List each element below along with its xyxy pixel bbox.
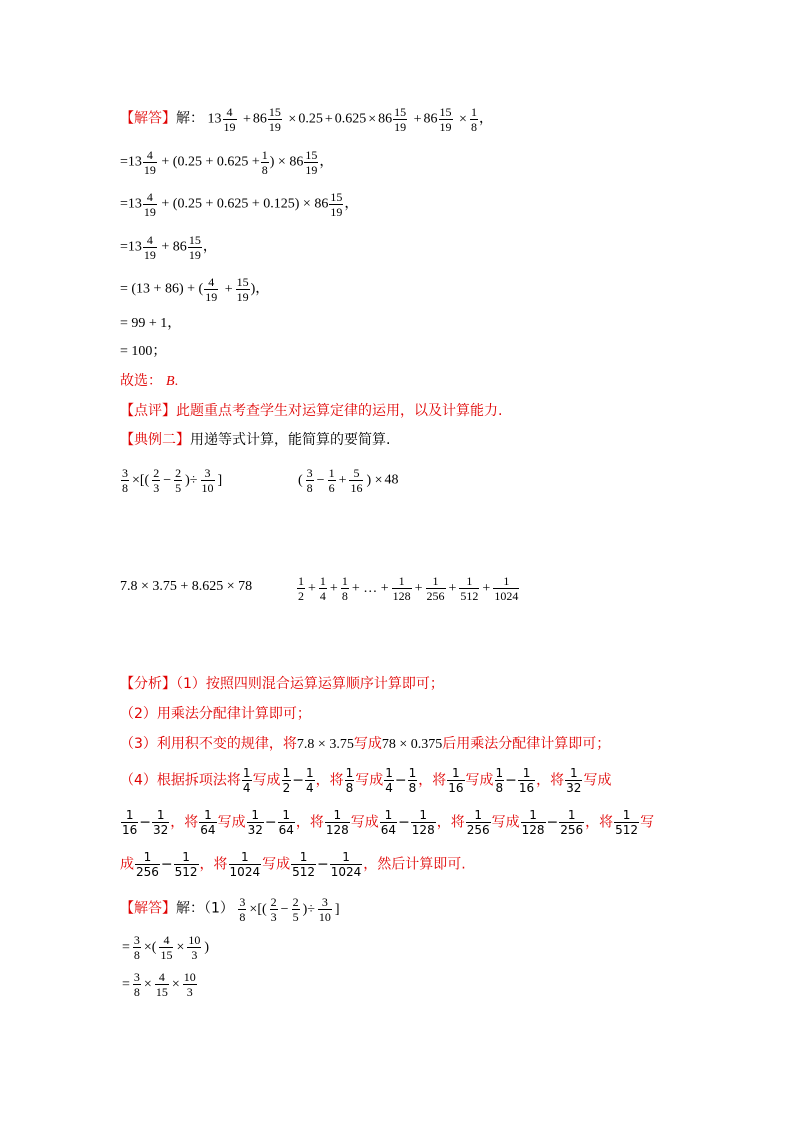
solution-intro: 解：	[176, 110, 204, 127]
fraction: $\frac{3}{8}$	[122, 466, 128, 495]
fraction: $\frac{4}{19}$	[143, 148, 156, 177]
fraction: $\frac{4}{19}$	[143, 233, 156, 262]
solution2-line-1: 【解答】解：（1） $\frac{3}{8}$ ×[( $\frac{2}{3}$ − $\frac{2}{5}$ )÷ $\frac{3}{10}$ ]	[120, 895, 340, 924]
analysis-label: 【分析】	[120, 676, 176, 692]
solution-line-2: =13 $\frac{4}{19}$ + (0.25 + 0.625 + $\frac{1}{8}$ ) × 86 $\frac{15}{19}$ ，	[120, 148, 334, 177]
fraction: $\frac{4}{19}$	[205, 275, 218, 304]
fraction: $\frac{15}{19}$	[330, 190, 343, 219]
fraction: $\frac{15}{19}$	[305, 148, 318, 177]
solution-line-4: =13 $\frac{4}{19}$ + 86 $\frac{15}{19}$ ，	[120, 233, 217, 262]
fraction: $\frac{1}{8}$	[261, 148, 268, 177]
comment-label: 【点评】	[120, 403, 176, 419]
problem-2: ( $\frac{3}{8}$ − $\frac{1}{6}$ + $\frac{5}{16}$ ) × 48	[298, 466, 399, 495]
problem-3: 7.8 × 3.75 + 8.625 × 78	[120, 579, 253, 594]
problem-4: $\frac{1}{2}$ + $\frac{1}{4}$ + $\frac{1}{8}$ + … + $\frac{1}{128}$ + $\frac{1}{256}$ + $\frac{1}{512}$ + $\frac{1}{1024}$	[298, 574, 519, 603]
solution-line-3: =13 $\frac{4}{19}$ + (0.25 + 0.625 + 0.125) × 86 $\frac{15}{19}$ ，	[120, 190, 359, 219]
comment-text: 此题重点考查学生对运算定律的运用，以及计算能力.	[176, 403, 503, 419]
solution-line-1: 【解答】解： 13 $\frac{4}{19}$ + 86 $\frac{15}{19}$ × 0.25 + 0.625 × 86 $\frac{15}{19}$ + 86 $\frac{15}{19}$ × $\frac{1}{8}$ ，	[120, 105, 493, 134]
example-text: 用递等式计算，能简算的要简算.	[190, 432, 391, 448]
answer-line: 故选： B.	[120, 373, 179, 389]
analysis-line-6: 成 $\frac{1}{256}$ − $\frac{1}{512}$ ，将 $\frac{1}{1024}$ 写成 $\frac{1}{512}$ − $\frac{1}{1024}$ ，然后计算即可.	[120, 850, 466, 879]
fraction: $\frac{4}{19}$	[223, 105, 236, 134]
solution2-line-3: = $\frac{3}{8}$ × $\frac{4}{15}$ × $\frac{10}{3}$	[122, 970, 196, 999]
solution-label: 【解答】	[120, 110, 176, 127]
solution-line-6: = 99 + 1，	[120, 315, 182, 331]
problem-1: $\frac{3}{8}$ ×[( $\frac{2}{3}$ − $\frac{2}{5}$ )÷ $\frac{3}{10}$ ]	[122, 466, 223, 495]
example-label: 【典例二】	[120, 432, 190, 448]
example-heading	[120, 430, 390, 451]
fraction: $\frac{15}{19}$	[188, 233, 201, 262]
solution-line-7: = 100；	[120, 343, 167, 359]
fraction: $\frac{15}{19}$	[439, 105, 452, 134]
solution-line-5: = (13 + 86) + ( $\frac{4}{19}$ + $\frac{15}{19}$ )，	[120, 275, 270, 304]
analysis-line-5: $\frac{1}{16}$ − $\frac{1}{32}$ ，将 $\frac{1}{64}$ 写成 $\frac{1}{32}$ − $\frac{1}{64}$ ，将 $\frac{1}{128}$ 写成 $\frac{1}{64}$ − $\frac{1}{128}$ ，将 $\frac{1}{256}$ 写成 $\frac{1}{128}$ − $\frac{1}{256}$ ，将 $\frac{1}{512}$ 写	[122, 808, 655, 837]
fraction: $\frac{4}{19}$	[143, 190, 156, 219]
fraction: $\frac{15}{19}$	[268, 105, 281, 134]
fraction: $\frac{15}{19}$	[394, 105, 407, 134]
solution2-label: 【解答】	[120, 900, 176, 917]
solution2-line-2: = $\frac{3}{8}$ ×( $\frac{4}{15}$ × $\frac{10}{3}$ )	[122, 933, 210, 962]
analysis-line-2: （2）用乘法分配律计算即可；	[120, 706, 311, 722]
comment-line	[120, 401, 502, 422]
analysis-line-3: （3）利用积不变的规律，将7.8 × 3.75写成78 × 0.375后用乘法分配律计算即可；	[120, 736, 611, 752]
analysis-line-1: 【分析】（1）按照四则混合运算运算顺序计算即可；	[120, 676, 444, 692]
math-number: 13	[207, 111, 222, 127]
fraction: $\frac{15}{19}$	[236, 275, 249, 304]
fraction: $\frac{3}{8}$	[306, 466, 313, 495]
analysis-line-4: （4）根据拆项法将 $\frac{1}{4}$ 写成 $\frac{1}{2}$ − $\frac{1}{4}$ ，将 $\frac{1}{8}$ 写成 $\frac{1}{4}$ − $\frac{1}{8}$ ，将 $\frac{1}{16}$ 写成 $\frac{1}{8}$ − $\frac{1}{16}$ ，将 $\frac{1}{32}$ 写成	[120, 766, 612, 795]
fraction: $\frac{1}{8}$	[470, 105, 477, 134]
